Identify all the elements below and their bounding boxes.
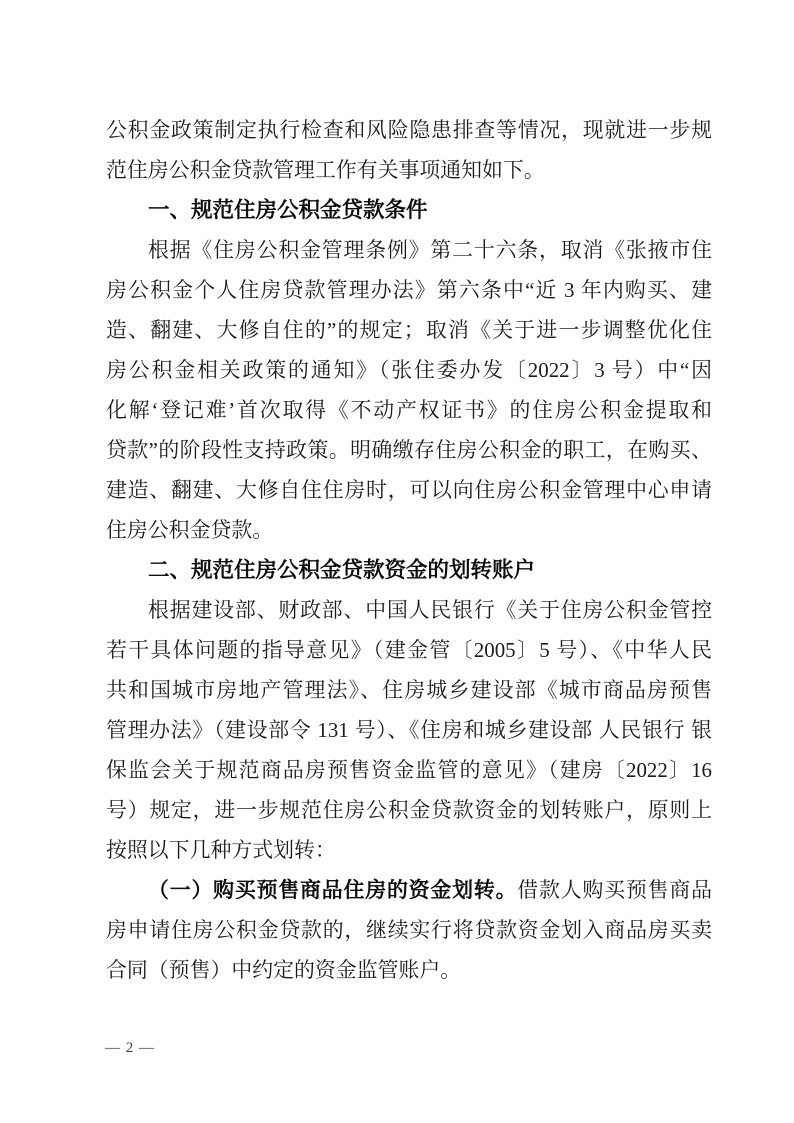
text-run: 共和国城市房地产管理法》、住房城乡建设部《城市商品房预售 — [106, 678, 712, 702]
text-run: 范住房公积金贷款管理工作有关事项通知如下。 — [106, 158, 545, 182]
body-line — [106, 870, 712, 910]
body-line — [106, 430, 712, 470]
body-line — [106, 750, 712, 790]
text-run: 借款人购买预售商品 — [517, 878, 712, 902]
text-run: 贷款”的阶段性支持政策。明确缴存住房公积金的职工，在购买、 — [106, 438, 712, 462]
body-line — [106, 710, 712, 750]
text-run: 合同（预售）中约定的资金监管账户。 — [106, 958, 462, 982]
body-line — [106, 230, 712, 270]
body-line — [106, 910, 712, 950]
text-run: 公积金政策制定执行检查和风险隐患排查等情况，现就进一步规 — [106, 118, 712, 142]
text-run: 根据建设部、财政部、中国人民银行《关于住房公积金管控 — [148, 598, 712, 622]
bold-text-run: （一）购买预售商品住房的资金划转。 — [148, 878, 518, 902]
body-line — [106, 830, 712, 870]
body-line — [106, 470, 712, 510]
section-heading — [106, 190, 712, 230]
text-run: 化解‘登记难’首次取得《不动产权证书》的住房公积金提取和 — [106, 398, 712, 422]
body-line — [106, 510, 712, 550]
text-run: 保监会关于规范商品房预售资金监管的意见》（建房〔2022〕16 — [106, 758, 712, 782]
body-line — [106, 150, 712, 190]
text-run: 住房公积金贷款。 — [106, 518, 274, 542]
text-run: 根据《住房公积金管理条例》第二十六条，取消《张掖市住 — [148, 238, 712, 262]
text-run: 管理办法》（建设部令 131 号）、《住房和城乡建设部 人民银行 银 — [106, 718, 712, 742]
text-run: 若干具体问题的指导意见》（建金管〔2005〕5 号）、《中华人民 — [106, 638, 712, 662]
text-run: 房公积金相关政策的通知》（张住委办发〔2022〕3 号）中“因 — [106, 358, 712, 382]
body-line — [106, 630, 712, 670]
bold-text-run: 一、规范住房公积金贷款条件 — [148, 198, 428, 222]
body-line — [106, 390, 712, 430]
text-run: 房申请住房公积金贷款的，继续实行将贷款资金划入商品房买卖 — [106, 918, 712, 942]
bold-text-run: 二、规范住房公积金贷款资金的划转账户 — [148, 558, 536, 582]
text-run: 房公积金个人住房贷款管理办法》第六条中“近 3 年内购买、建 — [106, 278, 712, 302]
body-line — [106, 670, 712, 710]
body-line — [106, 590, 712, 630]
text-run: 建造、翻建、大修自住住房时，可以向住房公积金管理中心申请 — [106, 478, 712, 502]
body-line — [106, 950, 712, 990]
text-run: 按照以下几种方式划转： — [106, 838, 336, 862]
body-line — [106, 350, 712, 390]
page-number: — 2 — — [105, 1040, 155, 1056]
body-line — [106, 110, 712, 150]
document-body — [106, 110, 712, 990]
text-run: 造、翻建、大修自住的”的规定；取消《关于进一步调整优化住 — [106, 318, 712, 342]
body-line — [106, 270, 712, 310]
text-run: 号）规定，进一步规范住房公积金贷款资金的划转账户，原则上 — [106, 798, 712, 822]
body-line — [106, 790, 712, 830]
body-line — [106, 310, 712, 350]
section-heading — [106, 550, 712, 590]
